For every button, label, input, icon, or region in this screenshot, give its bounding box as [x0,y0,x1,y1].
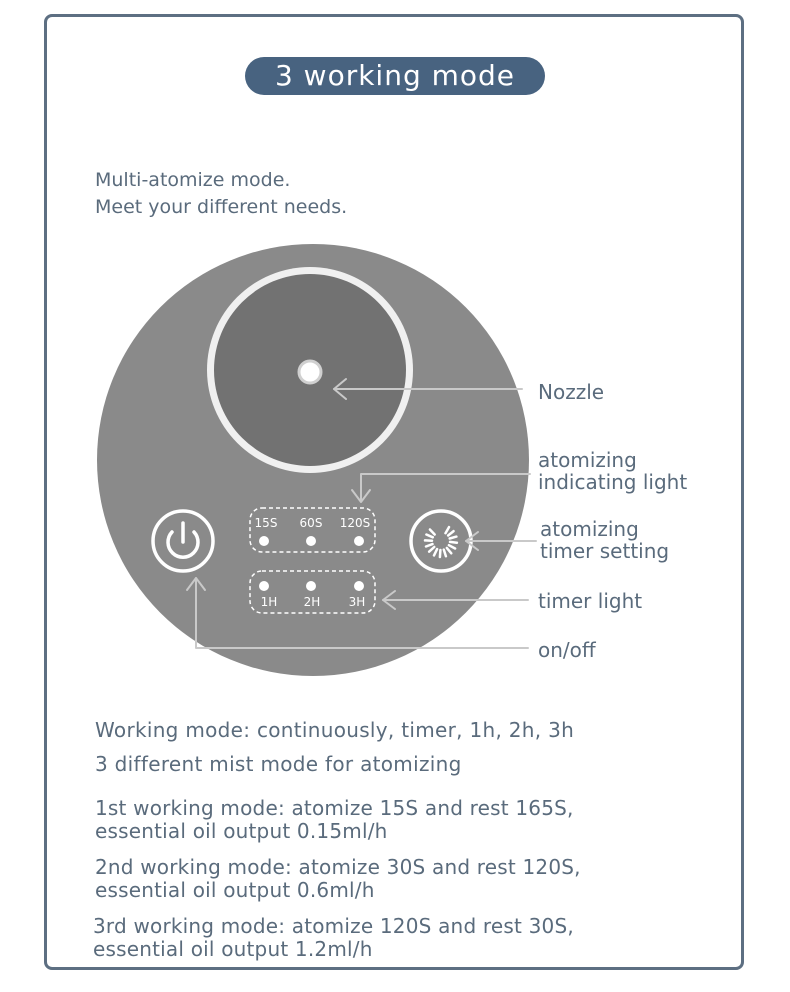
working-mode-text: Working mode: continuously, timer, 1h, 2h, 3h [95,718,575,742]
nozzle-hole [299,361,321,383]
light-label-3h: 3H [348,595,366,609]
light-120s [354,536,364,546]
light-label-1h: 1H [260,595,278,609]
light-60s [306,536,316,546]
callout-indicating-2: indicating light [538,470,688,494]
callout-onoff: on/off [538,638,596,662]
light-2h [306,581,316,591]
mode-1-line-2: essential oil output 0.15ml/h [95,819,388,843]
callout-timer-light: timer light [538,589,643,613]
mode-2-line-1: 2nd working mode: atomize 30S and rest 120S, [95,855,581,879]
mode-3-line-2: essential oil output 1.2ml/h [93,937,373,961]
light-label-60s: 60S [299,516,323,530]
mode-2-line-2: essential oil output 0.6ml/h [95,878,375,902]
intro-line-1: Multi-atomize mode. [95,169,291,191]
light-label-2h: 2H [303,595,321,609]
mist-mode-text: 3 different mist mode for atomizing [95,752,462,776]
callout-timer-setting-2: timer setting [540,539,670,563]
light-15s [259,536,269,546]
callout-nozzle: Nozzle [538,380,605,404]
timer-dial-tick [440,550,441,557]
mode-3-line-1: 3rd working mode: atomize 120S and rest 30S, [93,914,574,938]
intro-line-2: Meet your different needs. [95,196,348,218]
light-label-120s: 120S [339,516,371,530]
mode-3 [93,915,574,961]
mode-1-line-1: 1st working mode: atomize 15S and rest 165S, [95,796,574,820]
light-3h [354,581,364,591]
section-title: 3 working mode [274,59,516,92]
light-1h [259,581,269,591]
callout-timer-setting-1: atomizing [540,517,639,541]
mode-1 [95,797,574,843]
timer-dial-tick [450,542,457,543]
mode-2 [95,856,581,902]
light-label-15s: 15S [254,516,278,530]
callout-indicating-1: atomizing [538,448,637,472]
